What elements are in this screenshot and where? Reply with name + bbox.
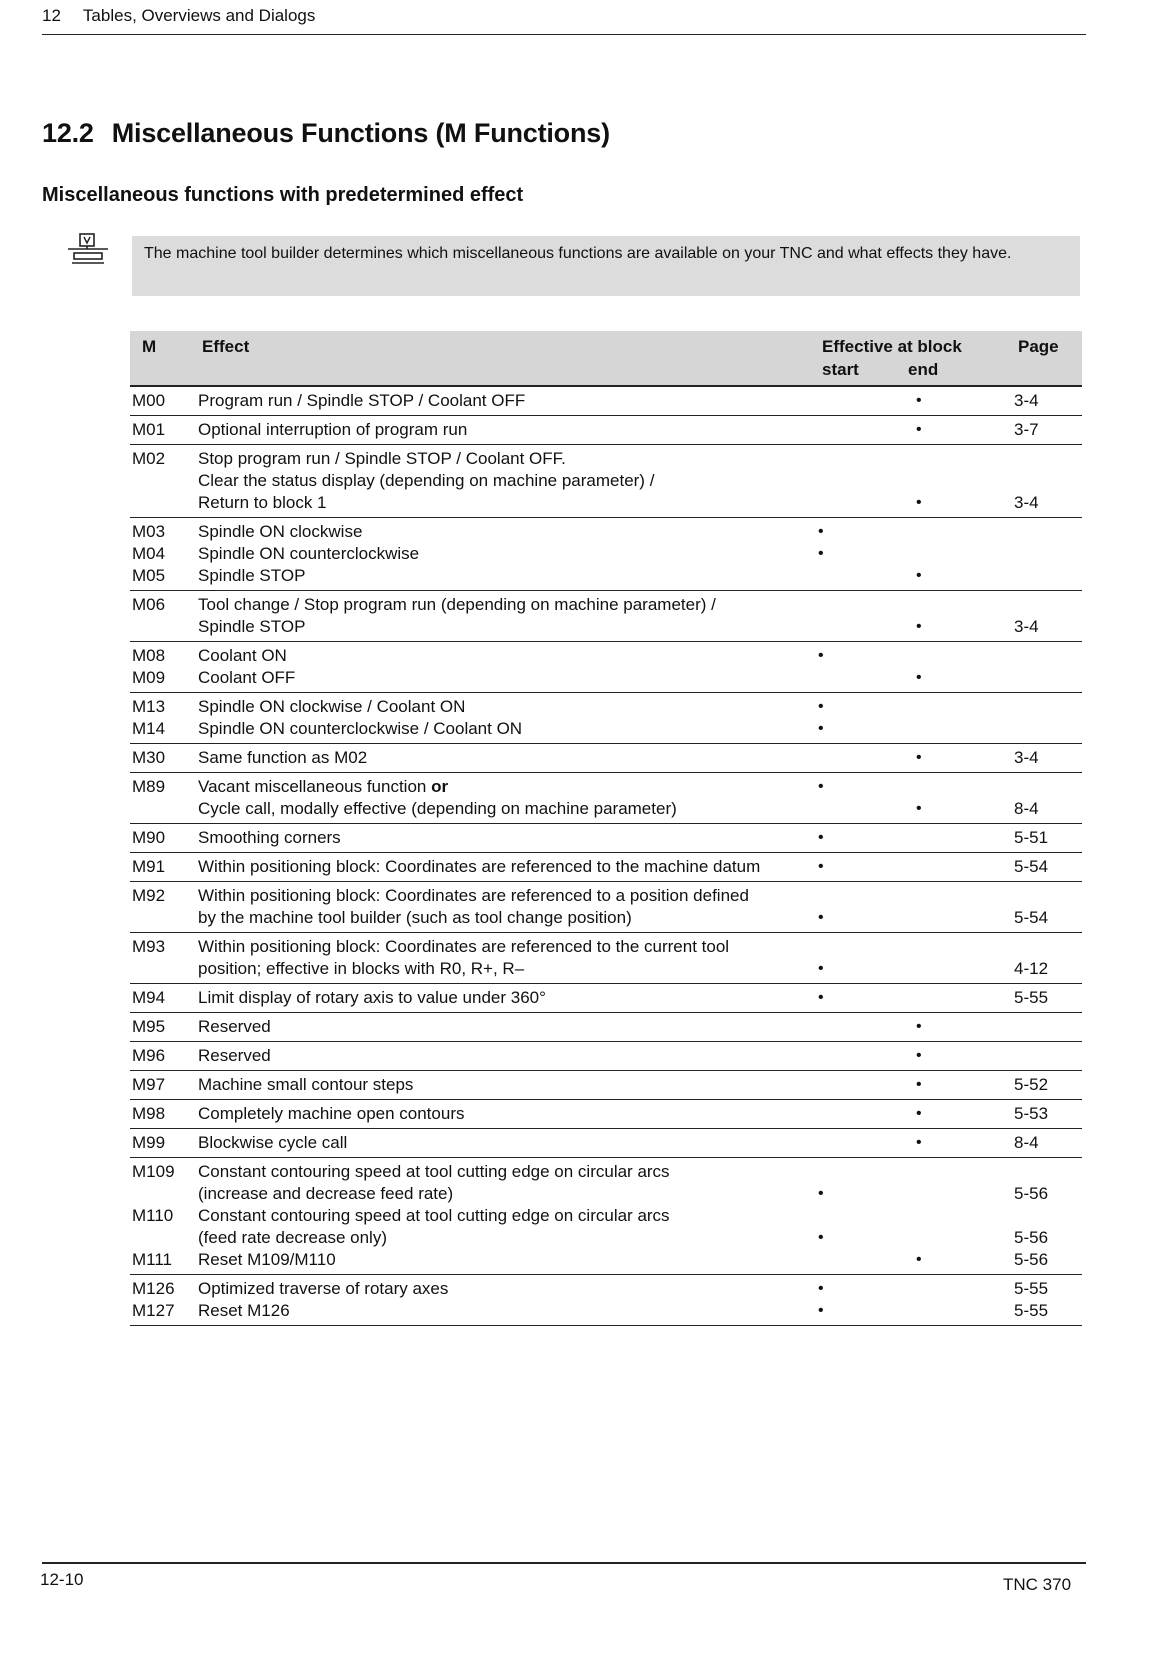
page-ref: 5-55: [1014, 1301, 1049, 1320]
cell-end: [912, 693, 1010, 744]
cell-effect: [194, 1158, 814, 1275]
cell-start: [814, 416, 912, 445]
cell-effect: [194, 1100, 814, 1129]
m-code: M02: [132, 449, 166, 468]
m-code: M95: [132, 1017, 166, 1036]
cell-end: [912, 642, 1010, 693]
m-code: M109: [132, 1162, 175, 1181]
cell-m: [130, 1071, 194, 1100]
cell-page: [1010, 933, 1082, 984]
footer-rule: [42, 1562, 1086, 1564]
cell-m: [130, 1042, 194, 1071]
cell-page: [1010, 853, 1082, 882]
effect-text: Within positioning block: Coordinates are referenced to a position defined by the machine tool builder (such as tool change position): [198, 886, 749, 927]
page-ref: 8-4: [1014, 1133, 1039, 1152]
table-row: [130, 445, 1082, 518]
end-bullet: •: [915, 1134, 922, 1151]
cell-end: [912, 1013, 1010, 1042]
end-bullet: •: [915, 1251, 922, 1268]
section-title-text: Miscellaneous Functions (M Functions): [111, 118, 610, 148]
section-title: [42, 118, 610, 149]
effect-text: Reset M126: [198, 1301, 290, 1320]
page-ref: 5-53: [1014, 1104, 1049, 1123]
cell-start: [814, 445, 912, 518]
start-bullet: •: [818, 1229, 824, 1246]
effect-text: Spindle ON counterclockwise: [198, 544, 420, 563]
cell-end: [912, 984, 1010, 1013]
table-row: [130, 1158, 1082, 1275]
cell-page: [1010, 518, 1082, 591]
cell-m: [130, 744, 194, 773]
table-row: [130, 1071, 1082, 1100]
page-ref: 5-56: [1014, 1228, 1049, 1247]
col-header-m: M: [130, 331, 194, 386]
cell-end: [912, 1158, 1010, 1275]
m-code: M05: [132, 566, 166, 585]
start-bullet: •: [818, 829, 824, 846]
product-name: TNC 370: [1003, 1575, 1072, 1594]
cell-start: [814, 518, 912, 591]
cell-effect: [194, 693, 814, 744]
note-box: The machine tool builder determines which miscellaneous functions are available on your TNC and what effects they have.: [132, 236, 1080, 296]
m-code: M08: [132, 646, 166, 665]
cell-effect: [194, 416, 814, 445]
cell-start: [814, 1042, 912, 1071]
cell-end: [912, 518, 1010, 591]
col-header-effect: Effect: [194, 331, 814, 386]
effect-text: Reset M109/M110: [198, 1250, 336, 1269]
end-bullet: •: [915, 1076, 922, 1093]
m-code: M111: [132, 1250, 173, 1269]
cell-m: [130, 416, 194, 445]
effect-text: Tool change / Stop program run (depending on machine parameter) / Spindle STOP: [198, 595, 716, 636]
cell-start: [814, 824, 912, 853]
cell-effect: [194, 1042, 814, 1071]
m-code: M90: [132, 828, 166, 847]
effect-text: Spindle ON counterclockwise / Coolant ON: [198, 719, 523, 738]
m-code: M127: [132, 1301, 175, 1320]
effect-text: Within positioning block: Coordinates are referenced to the machine datum: [198, 857, 761, 876]
effect-text: Coolant ON: [198, 646, 287, 665]
effect-text: Coolant OFF: [198, 668, 296, 687]
chapter-number: 12: [42, 6, 61, 25]
cell-page: [1010, 1158, 1082, 1275]
cell-page: [1010, 1100, 1082, 1129]
m-code: M30: [132, 748, 166, 767]
cell-effect: [194, 744, 814, 773]
end-bullet: •: [915, 567, 922, 584]
start-bullet: •: [818, 858, 824, 875]
effect-text: Limit display of rotary axis to value under 360°: [198, 988, 546, 1007]
effect-text: Reserved: [198, 1017, 271, 1036]
m-code: M89: [132, 777, 166, 796]
cell-m: [130, 518, 194, 591]
cell-page: [1010, 882, 1082, 933]
cell-end: [912, 882, 1010, 933]
effect-text: Constant contouring speed at tool cutting edge on circular arcs (feed rate decrease only): [198, 1206, 670, 1247]
start-bullet: •: [818, 1280, 824, 1297]
table-row: [130, 591, 1082, 642]
cell-m: [130, 642, 194, 693]
cell-m: [130, 853, 194, 882]
table-row: [130, 642, 1082, 693]
cell-page: [1010, 386, 1082, 416]
page-ref: 8-4: [1014, 799, 1039, 818]
table-row: [130, 933, 1082, 984]
cell-page: [1010, 773, 1082, 824]
m-code: M14: [132, 719, 166, 738]
effect-text: Vacant miscellaneous function or Cycle call, modally effective (depending on machine parameter): [198, 777, 677, 818]
cell-m: [130, 882, 194, 933]
start-bullet: •: [818, 647, 824, 664]
page-ref: 5-54: [1014, 857, 1049, 876]
effect-text: Machine small contour steps: [198, 1075, 414, 1094]
col-header-page: Page: [1010, 331, 1082, 386]
effect-text: Spindle ON clockwise: [198, 522, 363, 541]
page-number: 12-10: [40, 1570, 84, 1589]
table-row: [130, 1129, 1082, 1158]
cell-page: [1010, 1129, 1082, 1158]
cell-m: [130, 591, 194, 642]
m-functions-table: [130, 331, 1082, 1326]
start-bullet: •: [818, 960, 824, 977]
cell-m: [130, 773, 194, 824]
effect-text: Spindle ON clockwise / Coolant ON: [198, 697, 466, 716]
end-bullet: •: [915, 494, 922, 511]
cell-page: [1010, 591, 1082, 642]
cell-start: [814, 882, 912, 933]
cell-start: [814, 1275, 912, 1326]
cell-end: [912, 773, 1010, 824]
cell-m: [130, 1158, 194, 1275]
cell-effect: [194, 518, 814, 591]
cell-start: [814, 1129, 912, 1158]
cell-start: [814, 773, 912, 824]
cell-page: [1010, 445, 1082, 518]
start-bullet: •: [818, 698, 824, 715]
col-header-effective: [814, 331, 1010, 386]
cell-effect: [194, 984, 814, 1013]
start-bullet: •: [818, 1185, 824, 1202]
cell-page: [1010, 416, 1082, 445]
end-bullet: •: [915, 618, 922, 635]
cell-page: [1010, 1275, 1082, 1326]
page-ref: 5-56: [1014, 1250, 1049, 1269]
page-ref: 3-4: [1014, 493, 1039, 512]
m-code: M99: [132, 1133, 166, 1152]
cell-end: [912, 1129, 1010, 1158]
cell-effect: [194, 445, 814, 518]
m-code: M98: [132, 1104, 166, 1123]
running-header: [42, 6, 1086, 35]
table-row: [130, 744, 1082, 773]
cell-end: [912, 1071, 1010, 1100]
cell-end: [912, 386, 1010, 416]
start-bullet: •: [818, 909, 824, 926]
page-ref: 5-55: [1014, 988, 1049, 1007]
cell-start: [814, 1158, 912, 1275]
cell-page: [1010, 1042, 1082, 1071]
end-bullet: •: [915, 800, 922, 817]
cell-end: [912, 591, 1010, 642]
cell-end: [912, 744, 1010, 773]
m-code: M110: [132, 1206, 174, 1225]
page-ref: 5-55: [1014, 1279, 1049, 1298]
cell-effect: [194, 591, 814, 642]
table-row: [130, 518, 1082, 591]
cell-effect: [194, 1129, 814, 1158]
effect-text: Same function as M02: [198, 748, 368, 767]
section-number: 12.2: [42, 118, 94, 148]
page-ref: 3-4: [1014, 391, 1039, 410]
end-bullet: •: [915, 669, 922, 686]
cell-end: [912, 1042, 1010, 1071]
machine-tool-builder-icon: [66, 232, 110, 276]
cell-page: [1010, 824, 1082, 853]
table-row: [130, 1042, 1082, 1071]
end-bullet: •: [915, 1018, 922, 1035]
effect-text: Smoothing corners: [198, 828, 341, 847]
cell-m: [130, 984, 194, 1013]
table-row: [130, 386, 1082, 416]
effect-text: Optional interruption of program run: [198, 420, 468, 439]
cell-m: [130, 933, 194, 984]
cell-effect: [194, 1013, 814, 1042]
cell-effect: [194, 824, 814, 853]
start-bullet: •: [818, 1302, 824, 1319]
cell-effect: [194, 1071, 814, 1100]
m-code: M92: [132, 886, 166, 905]
m-code: M06: [132, 595, 166, 614]
cell-end: [912, 1100, 1010, 1129]
page-ref: 5-56: [1014, 1184, 1049, 1203]
table-row: [130, 824, 1082, 853]
cell-start: [814, 984, 912, 1013]
end-bullet: •: [915, 749, 922, 766]
page-ref: 3-4: [1014, 617, 1039, 636]
m-code: M126: [132, 1279, 175, 1298]
table-row: [130, 773, 1082, 824]
end-bullet: •: [915, 421, 922, 438]
table-body: [130, 386, 1082, 1326]
cell-end: [912, 445, 1010, 518]
table-row: [130, 1100, 1082, 1129]
cell-page: [1010, 642, 1082, 693]
page-ref: 5-54: [1014, 908, 1049, 927]
cell-effect: [194, 773, 814, 824]
m-code: M09: [132, 668, 166, 687]
m-code: M01: [132, 420, 166, 439]
cell-start: [814, 1100, 912, 1129]
cell-end: [912, 416, 1010, 445]
cell-m: [130, 386, 194, 416]
effect-text: Stop program run / Spindle STOP / Coolant OFF. Clear the status display (depending on machine parameter) / Return to block 1: [198, 449, 655, 512]
table-row: [130, 1013, 1082, 1042]
end-bullet: •: [915, 1105, 922, 1122]
cell-end: [912, 853, 1010, 882]
m-code: M91: [132, 857, 166, 876]
cell-start: [814, 642, 912, 693]
cell-effect: [194, 1275, 814, 1326]
cell-effect: [194, 933, 814, 984]
end-bullet: •: [915, 1047, 922, 1064]
cell-m: [130, 1100, 194, 1129]
col-header-end: end: [908, 360, 939, 379]
cell-start: [814, 1071, 912, 1100]
table-row: [130, 853, 1082, 882]
effect-text: Completely machine open contours: [198, 1104, 465, 1123]
cell-start: [814, 744, 912, 773]
end-bullet: •: [915, 392, 922, 409]
cell-start: [814, 933, 912, 984]
cell-m: [130, 1275, 194, 1326]
cell-m: [130, 693, 194, 744]
cell-start: [814, 693, 912, 744]
cell-end: [912, 933, 1010, 984]
start-bullet: •: [818, 720, 824, 737]
cell-m: [130, 824, 194, 853]
cell-start: [814, 386, 912, 416]
cell-page: [1010, 744, 1082, 773]
cell-effect: [194, 386, 814, 416]
cell-start: [814, 591, 912, 642]
page-ref: 5-52: [1014, 1075, 1049, 1094]
subsection-title: Miscellaneous functions with predetermined effect: [42, 184, 524, 206]
effect-text: Constant contouring speed at tool cutting edge on circular arcs (increase and decrease feed rate): [198, 1162, 670, 1203]
effect-text: Blockwise cycle call: [198, 1133, 348, 1152]
cell-end: [912, 824, 1010, 853]
start-bullet: •: [818, 778, 824, 795]
page-ref: 3-7: [1014, 420, 1039, 439]
chapter-title: Tables, Overviews and Dialogs: [82, 6, 316, 25]
cell-page: [1010, 1013, 1082, 1042]
effect-text: Within positioning block: Coordinates are referenced to the current tool position; effective in blocks with R0, R+, R–: [198, 937, 730, 978]
m-code: M13: [132, 697, 166, 716]
effect-text: Reserved: [198, 1046, 271, 1065]
cell-page: [1010, 1071, 1082, 1100]
m-code: M97: [132, 1075, 166, 1094]
m-code: M04: [132, 544, 166, 563]
table-row: [130, 984, 1082, 1013]
cell-page: [1010, 984, 1082, 1013]
cell-m: [130, 1129, 194, 1158]
start-bullet: •: [818, 523, 824, 540]
cell-start: [814, 1013, 912, 1042]
page-ref: 5-51: [1014, 828, 1049, 847]
table-row: [130, 693, 1082, 744]
cell-end: [912, 1275, 1010, 1326]
effect-text: Optimized traverse of rotary axes: [198, 1279, 449, 1298]
cell-effect: [194, 882, 814, 933]
cell-m: [130, 1013, 194, 1042]
cell-effect: [194, 853, 814, 882]
cell-m: [130, 445, 194, 518]
m-code: M03: [132, 522, 166, 541]
table-row: [130, 882, 1082, 933]
cell-effect: [194, 642, 814, 693]
m-code: M96: [132, 1046, 166, 1065]
m-code: M00: [132, 391, 166, 410]
cell-start: [814, 853, 912, 882]
m-code: M93: [132, 937, 166, 956]
page-ref: 3-4: [1014, 748, 1039, 767]
col-header-effective-label: Effective at block: [822, 337, 962, 356]
cell-page: [1010, 693, 1082, 744]
table-row: [130, 416, 1082, 445]
start-bullet: •: [818, 989, 824, 1006]
table-row: [130, 1275, 1082, 1326]
m-code: M94: [132, 988, 166, 1007]
start-bullet: •: [818, 545, 824, 562]
effect-text: Spindle STOP: [198, 566, 306, 585]
col-header-start: start: [822, 360, 859, 379]
page-ref: 4-12: [1014, 959, 1049, 978]
table-header-row: [130, 331, 1082, 386]
effect-text: Program run / Spindle STOP / Coolant OFF: [198, 391, 526, 410]
